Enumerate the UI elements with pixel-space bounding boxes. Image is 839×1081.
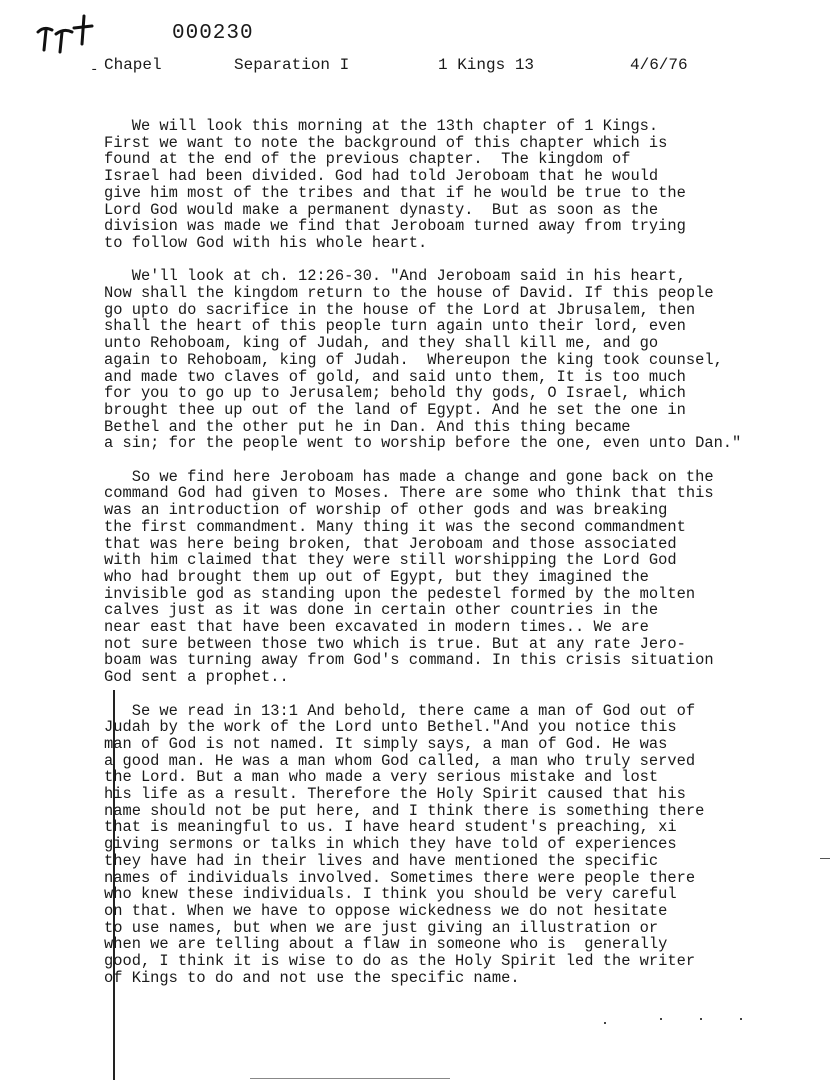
text-line: who knew these individuals. I think you should be very careful — [104, 885, 677, 904]
scan-mark — [740, 1018, 742, 1020]
text-line: giving sermons or talks in which they have told of experiences — [104, 835, 677, 854]
text-line: Now shall the kingdom return to the house of David. If this people — [104, 284, 714, 303]
text-line: Bethel and the other put he in Dan. And this thing became — [104, 417, 631, 436]
document-body — [104, 118, 804, 1003]
text-line: the first commandment. Many thing it was the second commandment — [104, 517, 686, 536]
scan-mark — [604, 1022, 606, 1024]
text-line: division was made we find that Jeroboam turned away from trying — [104, 217, 686, 236]
text-line: boam was turning away from God's command. In this crisis situation — [104, 651, 714, 670]
text-line: to follow God with his whole heart. — [104, 233, 428, 252]
header-passage: 1 Kings 13 — [438, 56, 535, 74]
text-line: that is meaningful to us. I have heard student's preaching, xi — [104, 818, 677, 837]
text-line: the Lord. But a man who made a very serious mistake and lost — [104, 768, 659, 787]
text-line: First we want to note the background of this chapter which is — [104, 133, 668, 152]
text-line: Israel had been divided. God had told Jeroboam that he would — [104, 167, 659, 186]
text-line: a good man. He was a man whom God called, a man who truly served — [104, 751, 696, 770]
text-line: unto Rehoboam, king of Judah, and they shall kill me, and go — [104, 334, 659, 353]
text-line: go upto do sacrifice in the house of the Lord at Jbrusalem, then — [104, 300, 696, 319]
text-line: his life as a result. Therefore the Holy Spirit caused that his — [104, 785, 686, 804]
text-line: near east that have been excavated in modern times.. We are — [104, 618, 649, 637]
text-line: again to Rehoboam, king of Judah. Whereupon the king took counsel, — [104, 350, 723, 369]
bullet-mark: - — [90, 62, 99, 78]
text-line: We'll look at ch. 12:26-30. "And Jeroboam said in his heart, — [104, 267, 686, 286]
text-line: for you to go up to Jerusalem; behold thy gods, O Israel, which — [104, 384, 686, 403]
text-line: found at the end of the previous chapter. The kingdom of — [104, 150, 631, 169]
text-line: Lord God would make a permanent dynasty. But as soon as the — [104, 200, 659, 219]
header-series: Separation I — [234, 56, 350, 74]
paragraph — [104, 469, 804, 686]
text-line: was an introduction of worship of other gods and was breaking — [104, 501, 668, 520]
paragraph — [104, 703, 804, 987]
text-line: shall the heart of this people turn again unto their lord, even — [104, 317, 686, 336]
text-line: invisible god as standing upon the pedestel formed by the molten — [104, 584, 696, 603]
text-line: name should not be put here, and I think there is something there — [104, 801, 705, 820]
text-line: to use names, but when we are just giving an illustration or — [104, 918, 659, 937]
header-date: 4/6/76 — [630, 56, 688, 74]
text-line: that was here being broken, that Jeroboam and those associated — [104, 534, 677, 553]
text-line: of Kings to do and not use the specific name. — [104, 968, 520, 987]
document-number: 000230 — [172, 22, 254, 45]
text-line: who had brought them up out of Egypt, but they imagined the — [104, 567, 649, 586]
text-line: names of individuals involved. Sometimes there were people there — [104, 868, 696, 887]
text-line: calves just as it was done in certain other countries in the — [104, 601, 659, 620]
text-line: We will look this morning at the 13th chapter of 1 Kings. — [104, 117, 659, 135]
header-venue: Chapel — [104, 56, 162, 74]
scan-mark — [250, 1078, 450, 1079]
text-line: God sent a prophet.. — [104, 668, 289, 687]
text-line: command God had given to Moses. There are some who think that this — [104, 484, 714, 503]
scan-mark — [700, 1018, 702, 1020]
text-line: on that. When we have to oppose wickedness we do not hesitate — [104, 902, 668, 920]
text-line: not sure between those two which is true. But at any rate Jero- — [104, 634, 686, 653]
text-line: Se we read in 13:1 And behold, there came a man of God out of — [104, 701, 696, 720]
text-line: brought thee up out of the land of Egypt. And he set the one in — [104, 400, 686, 419]
text-line: give him most of the tribes and that if he would be true to the — [104, 183, 686, 202]
text-line: with him claimed that they were still worshipping the Lord God — [104, 551, 677, 570]
text-line: Judah by the work of the Lord unto Bethel."And you notice this — [104, 718, 677, 737]
text-line: man of God is not named. It simply says, a man of God. He was — [104, 734, 668, 753]
scan-mark — [820, 858, 830, 859]
text-line: a sin; for the people went to worship before the one, even unto Dan." — [104, 434, 742, 453]
paragraph — [104, 268, 804, 452]
paragraph — [104, 118, 804, 252]
handwritten-mark-icon — [34, 14, 96, 56]
text-line: So we find here Jeroboam has made a change and gone back on the — [104, 467, 714, 486]
text-line: good, I think it is wise to do as the Holy Spirit led the writer — [104, 952, 696, 971]
text-line: and made two claves of gold, and said unto them, It is too much — [104, 367, 686, 386]
scan-mark — [660, 1018, 662, 1020]
text-line: they have had in their lives and have mentioned the specific — [104, 851, 659, 870]
text-line: when we are telling about a flaw in someone who is generally — [104, 935, 668, 954]
